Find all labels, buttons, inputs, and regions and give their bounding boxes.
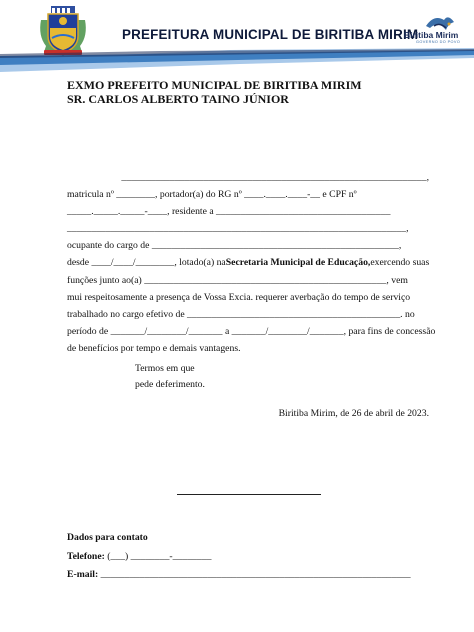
closing-line-1: Termos em que [135, 363, 195, 374]
header-band [0, 48, 474, 72]
allocation-text-end: exercendo suas [370, 257, 430, 269]
functions-line: funções junto ao(a) __________________________________________________, vem [67, 274, 408, 286]
benefits-line: de benefícios por tempo e demais vantagens. [67, 342, 241, 354]
closing [135, 361, 205, 392]
department-name: Secretaria Municipal de Educação, [225, 257, 371, 269]
letterhead [0, 0, 474, 72]
date-line: Biritiba Mirim, de 26 de abril de 2023. [278, 408, 429, 419]
closing-line-2: pede deferimento. [135, 378, 205, 390]
contact-title: Dados para contato [67, 532, 148, 543]
address-line: ______________________________________________________________________, [67, 223, 409, 235]
registration-line: matricula nº ________, portador(a) do RG nº ____.____.____-__ e CPF nº [67, 189, 357, 201]
allocation-line [67, 254, 429, 271]
addressee-line-1: EXMO PREFEITO MUNICIPAL DE BIRITIBA MIRIM [67, 78, 362, 92]
phone-label: Telefone: [67, 550, 105, 562]
cpf-residence-line: _____._____._____-____, residente a ____________________________________ [67, 206, 391, 218]
email-label: E-mail: [67, 569, 99, 580]
request-body [67, 169, 436, 357]
logo-text: Biritiba Mirim [404, 30, 459, 40]
position-line: ocupante do cargo de ___________________________________________________, [67, 240, 402, 252]
name-line: _______________________________________________________________, [121, 172, 429, 183]
effective-position-line: trabalhado no cargo efetivo de ____________________________________________. no [67, 308, 415, 320]
header-title: PREFEITURA MUNICIPAL DE BIRITIBA MIRIM [122, 27, 419, 42]
request-line: mui respeitosamente a presença de Vossa Excia. requerer averbação do tempo de serviço [67, 291, 411, 303]
period-line: período de _______/________/_______ a _______/________/_______, para fins de concessão [67, 325, 436, 337]
signature-line [177, 494, 321, 495]
phone-field: (___) ________-________ [104, 550, 212, 562]
logo-subtext: GOVERNO DO POVO [416, 40, 461, 44]
allocation-text-start: desde ____/____/________, lotado(a) na [67, 257, 226, 269]
email-field: ________________________________________________________________ [98, 569, 411, 580]
addressee-line-2: SR. CARLOS ALBERTO TAINO JÚNIOR [67, 92, 289, 106]
contact-section [67, 530, 411, 583]
